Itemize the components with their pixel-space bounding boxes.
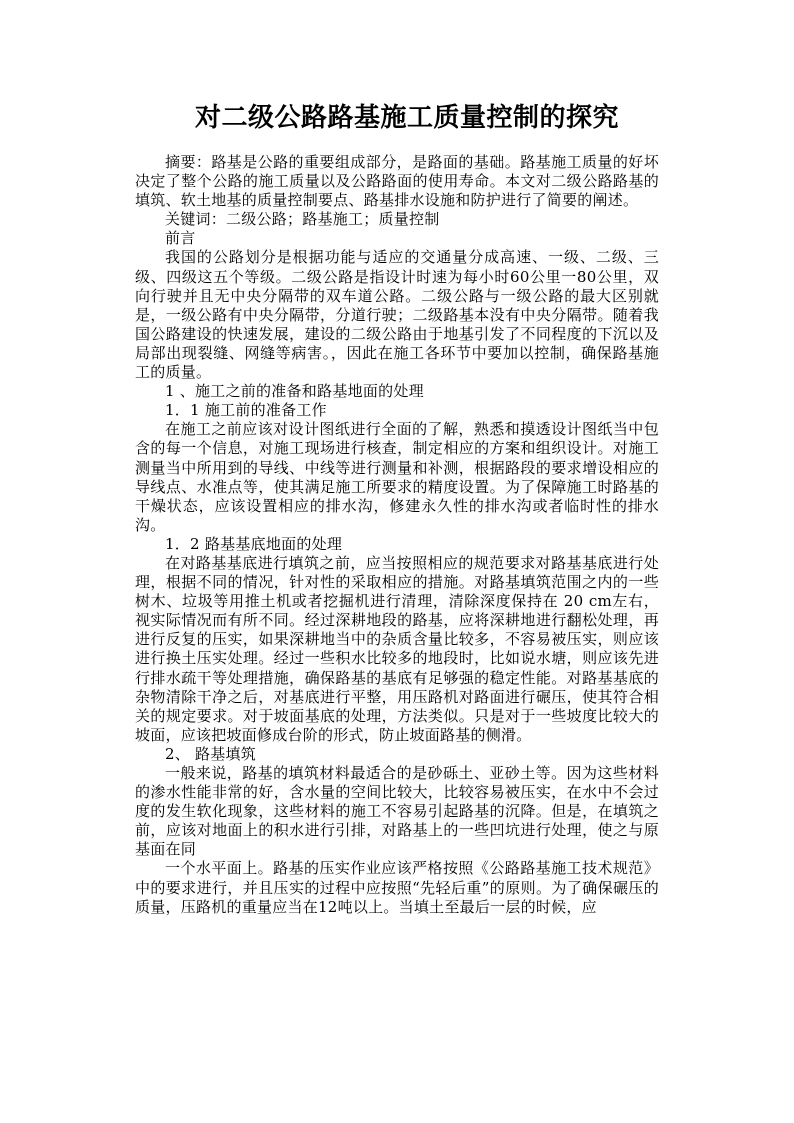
section-heading-preface: 前言 xyxy=(165,229,196,248)
body-paragraph: 一个水平面上。路基的压实作业应该严格按照《公路路基施工技术规范》中的要求进行，并且压实的过程中应按照“先轻后重”的原则。为了确保碾压的质量，压路机的重量应当在12吨以上。当填土至最后一层的时候，应 xyxy=(135,859,659,916)
subsection-heading-1-1: 1．1 施工前的准备工作 xyxy=(165,401,327,420)
body-paragraph: 我国的公路划分是根据功能与适应的交通量分成高速、一级、二级、三级、四级这五个等级。二级公路是指设计时速为每小时60公里一80公里，双向行驶并且无中央分隔带的双车道公路。二级公路与一级公路的最大区别就是，一级公路有中央分隔带，分道行驶；二级路基本没有中央分隔带。随着我国公路建设的快速发展，建设的二级公路由于地基引发了不同程度的下沉以及局部出现裂缝、网缝等病害。，因此在施工各环节中要加以控制，确保路基施工的质量。 xyxy=(135,248,659,382)
document-body xyxy=(135,153,659,917)
keywords-line: 关键词：二级公路；路基施工；质量控制 xyxy=(165,210,440,229)
subsection-heading-1-2: 1．2 路基基底地面的处理 xyxy=(165,534,343,553)
body-paragraph: 在施工之前应该对设计图纸进行全面的了解，熟悉和摸透设计图纸当中包含的每一个信息，对施工现场进行核查，制定相应的方案和组织设计。对施工测量当中所用到的导线、中线等进行测量和补测，根据路段的要求增设相应的导线点、水准点等，使其满足施工所要求的精度设置。为了保障施工时路基的干燥状态，应该设置相应的排水沟，修建永久性的排水沟或者临时性的排水沟。 xyxy=(135,420,659,534)
body-paragraph: 在对路基基底进行填筑之前，应当按照相应的规范要求对路基基底进行处理，根据不同的情况，针对性的采取相应的措施。对路基填筑范围之内的一些树木、垃圾等用推土机或者挖掘机进行清理，清除深度保持在 20 cm左右，视实际情况而有所不同。经过深耕地段的路基，应将深耕地进行翻松处理，再进行反复的压实，如果深耕地当中的杂质含量比较多，不容易被压实，则应该进行换土压实处理。经过一些积水比较多的地段时，比如说水塘，则应该先进行排水疏干等处理措施，确保路基的基底有足够强的稳定性能。对路基基底的杂物清除干净之后，对基底进行平整，用压路机对路面进行碾压，使其符合相关的规定要求。对于坡面基底的处理，方法类似。只是对于一些坡度比较大的坡面，应该把坡面修成台阶的形式，防止坡面路基的侧滑。 xyxy=(135,553,659,744)
section-heading-1: 1 、施工之前的准备和路基地面的处理 xyxy=(165,382,424,401)
document-title: 对二级公路路基施工质量控制的探究 xyxy=(194,103,619,133)
section-heading-2: 2、 路基填筑 xyxy=(165,744,257,763)
abstract-paragraph: 摘要：路基是公路的重要组成部分，是路面的基础。路基施工质量的好坏决定了整个公路的施工质量以及公路路面的使用寿命。本文对二级公路路基的填筑、软土地基的质量控制要点、路基排水设施和防护进行了简要的阐述。 xyxy=(135,153,659,210)
body-paragraph: 一般来说，路基的填筑材料最适合的是砂砾土、亚砂土等。因为这些材料的渗水性能非常的好，含水量的空间比较大，比较容易被压实，在水中不会过度的发生软化现象，这些材料的施工不容易引起路基的沉降。但是，在填筑之前，应该对地面上的积水进行引排，对路基上的一些凹坑进行处理，使之与原基面在同 xyxy=(135,764,659,859)
